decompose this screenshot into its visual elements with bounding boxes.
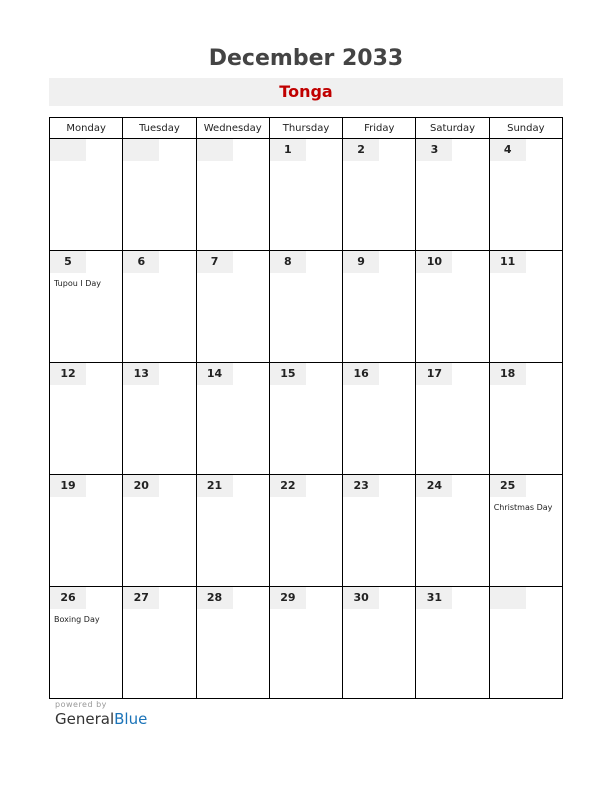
- day-number-box: [50, 587, 86, 609]
- day-number: 5: [64, 255, 72, 268]
- day-number: 14: [206, 367, 223, 380]
- holiday-label: Boxing Day: [54, 615, 100, 624]
- day-cell: [489, 587, 562, 699]
- day-cell: [489, 251, 562, 363]
- day-number: 27: [133, 591, 149, 604]
- day-cell: [416, 587, 489, 699]
- brand-blue: Blue: [114, 710, 148, 728]
- day-number: 13: [133, 367, 149, 380]
- week-row: [50, 363, 563, 475]
- day-number-box: [416, 251, 452, 273]
- day-number: 12: [60, 367, 76, 380]
- weekday-saturday: Saturday: [416, 118, 489, 139]
- day-number-box: [50, 251, 86, 273]
- day-number: [123, 139, 159, 161]
- day-cell: [50, 139, 123, 251]
- day-number-box: [197, 587, 233, 609]
- day-cell: [196, 251, 269, 363]
- day-number: [490, 587, 526, 609]
- day-number: 17: [426, 367, 443, 380]
- week-row: [50, 475, 563, 587]
- day-cell: [343, 475, 416, 587]
- day-cell: [343, 251, 416, 363]
- holiday-label: Christmas Day: [493, 503, 553, 512]
- day-number: 28: [206, 591, 223, 604]
- week-row: [50, 139, 563, 251]
- day-cell: [123, 363, 196, 475]
- day-number-box: [50, 139, 86, 161]
- day-number-box: [50, 363, 86, 385]
- day-number: 31: [426, 591, 443, 604]
- day-number: 2: [357, 143, 365, 156]
- day-cell: [269, 587, 342, 699]
- day-cell: [416, 139, 489, 251]
- day-number: 7: [210, 255, 219, 268]
- day-number: 10: [426, 255, 443, 268]
- day-cell: [50, 587, 123, 699]
- day-cell: [50, 363, 123, 475]
- day-number-box: [490, 475, 526, 497]
- day-number-box: [343, 587, 379, 609]
- day-number: 6: [137, 255, 146, 268]
- day-number: 30: [353, 591, 369, 604]
- day-cell: [343, 587, 416, 699]
- day-number-box: [123, 475, 159, 497]
- day-number: 11: [500, 255, 516, 268]
- day-number-box: [197, 139, 233, 161]
- day-cell: [123, 251, 196, 363]
- day-cell: [196, 139, 269, 251]
- day-number: 24: [426, 479, 443, 492]
- day-number-box: [197, 251, 233, 273]
- weekday-thursday: Thursday: [269, 118, 342, 139]
- day-number: 1: [284, 143, 292, 156]
- country-name: Tonga: [279, 82, 333, 101]
- day-number-box: [343, 251, 379, 273]
- day-number: [50, 139, 86, 161]
- day-cell: [196, 363, 269, 475]
- calendar-body: [50, 139, 563, 699]
- calendar-grid: [49, 117, 563, 699]
- generalblue-logo: [55, 710, 147, 728]
- day-number-box: [123, 139, 159, 161]
- day-cell: [269, 139, 342, 251]
- day-number-box: [270, 363, 306, 385]
- day-cell: [269, 363, 342, 475]
- day-cell: [489, 475, 562, 587]
- day-number: 22: [280, 479, 296, 492]
- day-number: 4: [503, 143, 512, 156]
- calendar-title: December 2033: [208, 46, 404, 71]
- weekday-sunday: Sunday: [489, 118, 562, 139]
- day-number-box: [343, 363, 379, 385]
- day-number-box: [270, 251, 306, 273]
- weekday-friday: Friday: [343, 118, 416, 139]
- day-number-box: [490, 251, 526, 273]
- day-number: 23: [353, 479, 369, 492]
- day-number: 21: [206, 479, 223, 492]
- day-cell: [416, 475, 489, 587]
- day-number: [197, 139, 233, 161]
- day-cell: [50, 251, 123, 363]
- day-number-box: [416, 363, 452, 385]
- day-number-box: [343, 139, 379, 161]
- day-cell: [489, 363, 562, 475]
- day-number: 19: [60, 479, 76, 492]
- day-number: 25: [500, 479, 516, 492]
- day-number: 29: [280, 591, 296, 604]
- day-number: 20: [133, 479, 149, 492]
- day-cell: [416, 251, 489, 363]
- week-row: [50, 587, 563, 699]
- weekday-monday: Monday: [50, 118, 123, 139]
- day-number-box: [490, 587, 526, 609]
- day-cell: [196, 475, 269, 587]
- day-cell: [123, 475, 196, 587]
- day-cell: [123, 139, 196, 251]
- day-number: 15: [280, 367, 296, 380]
- day-cell: [269, 475, 342, 587]
- day-cell: [343, 139, 416, 251]
- footer: [55, 700, 147, 728]
- day-number: 9: [357, 255, 365, 268]
- day-cell: [416, 363, 489, 475]
- day-cell: [50, 475, 123, 587]
- day-number-box: [270, 475, 306, 497]
- day-cell: [343, 363, 416, 475]
- day-number-box: [270, 139, 306, 161]
- day-number-box: [197, 363, 233, 385]
- holiday-label: Tupou I Day: [54, 279, 102, 288]
- day-number-box: [490, 139, 526, 161]
- day-number: 8: [284, 255, 292, 268]
- weekday-header-row: [50, 118, 563, 139]
- day-number: 26: [60, 591, 76, 604]
- day-cell: [269, 251, 342, 363]
- day-cell: [489, 139, 562, 251]
- day-number-box: [197, 475, 233, 497]
- day-number-box: [50, 475, 86, 497]
- day-number-box: [123, 363, 159, 385]
- week-row: [50, 251, 563, 363]
- day-number-box: [416, 587, 452, 609]
- day-number: 16: [353, 367, 369, 380]
- day-number-box: [343, 475, 379, 497]
- day-number: 3: [430, 143, 439, 156]
- day-number: 18: [500, 367, 516, 380]
- day-number-box: [490, 363, 526, 385]
- weekday-tuesday: Tuesday: [123, 118, 196, 139]
- day-number-box: [416, 475, 452, 497]
- day-number-box: [123, 587, 159, 609]
- powered-by-text: powered by: [55, 700, 107, 709]
- day-number-box: [123, 251, 159, 273]
- day-number-box: [416, 139, 452, 161]
- day-cell: [196, 587, 269, 699]
- day-number-box: [270, 587, 306, 609]
- day-cell: [123, 587, 196, 699]
- weekday-wednesday: Wednesday: [196, 118, 269, 139]
- brand-general: General: [55, 710, 115, 728]
- country-banner: [49, 78, 563, 106]
